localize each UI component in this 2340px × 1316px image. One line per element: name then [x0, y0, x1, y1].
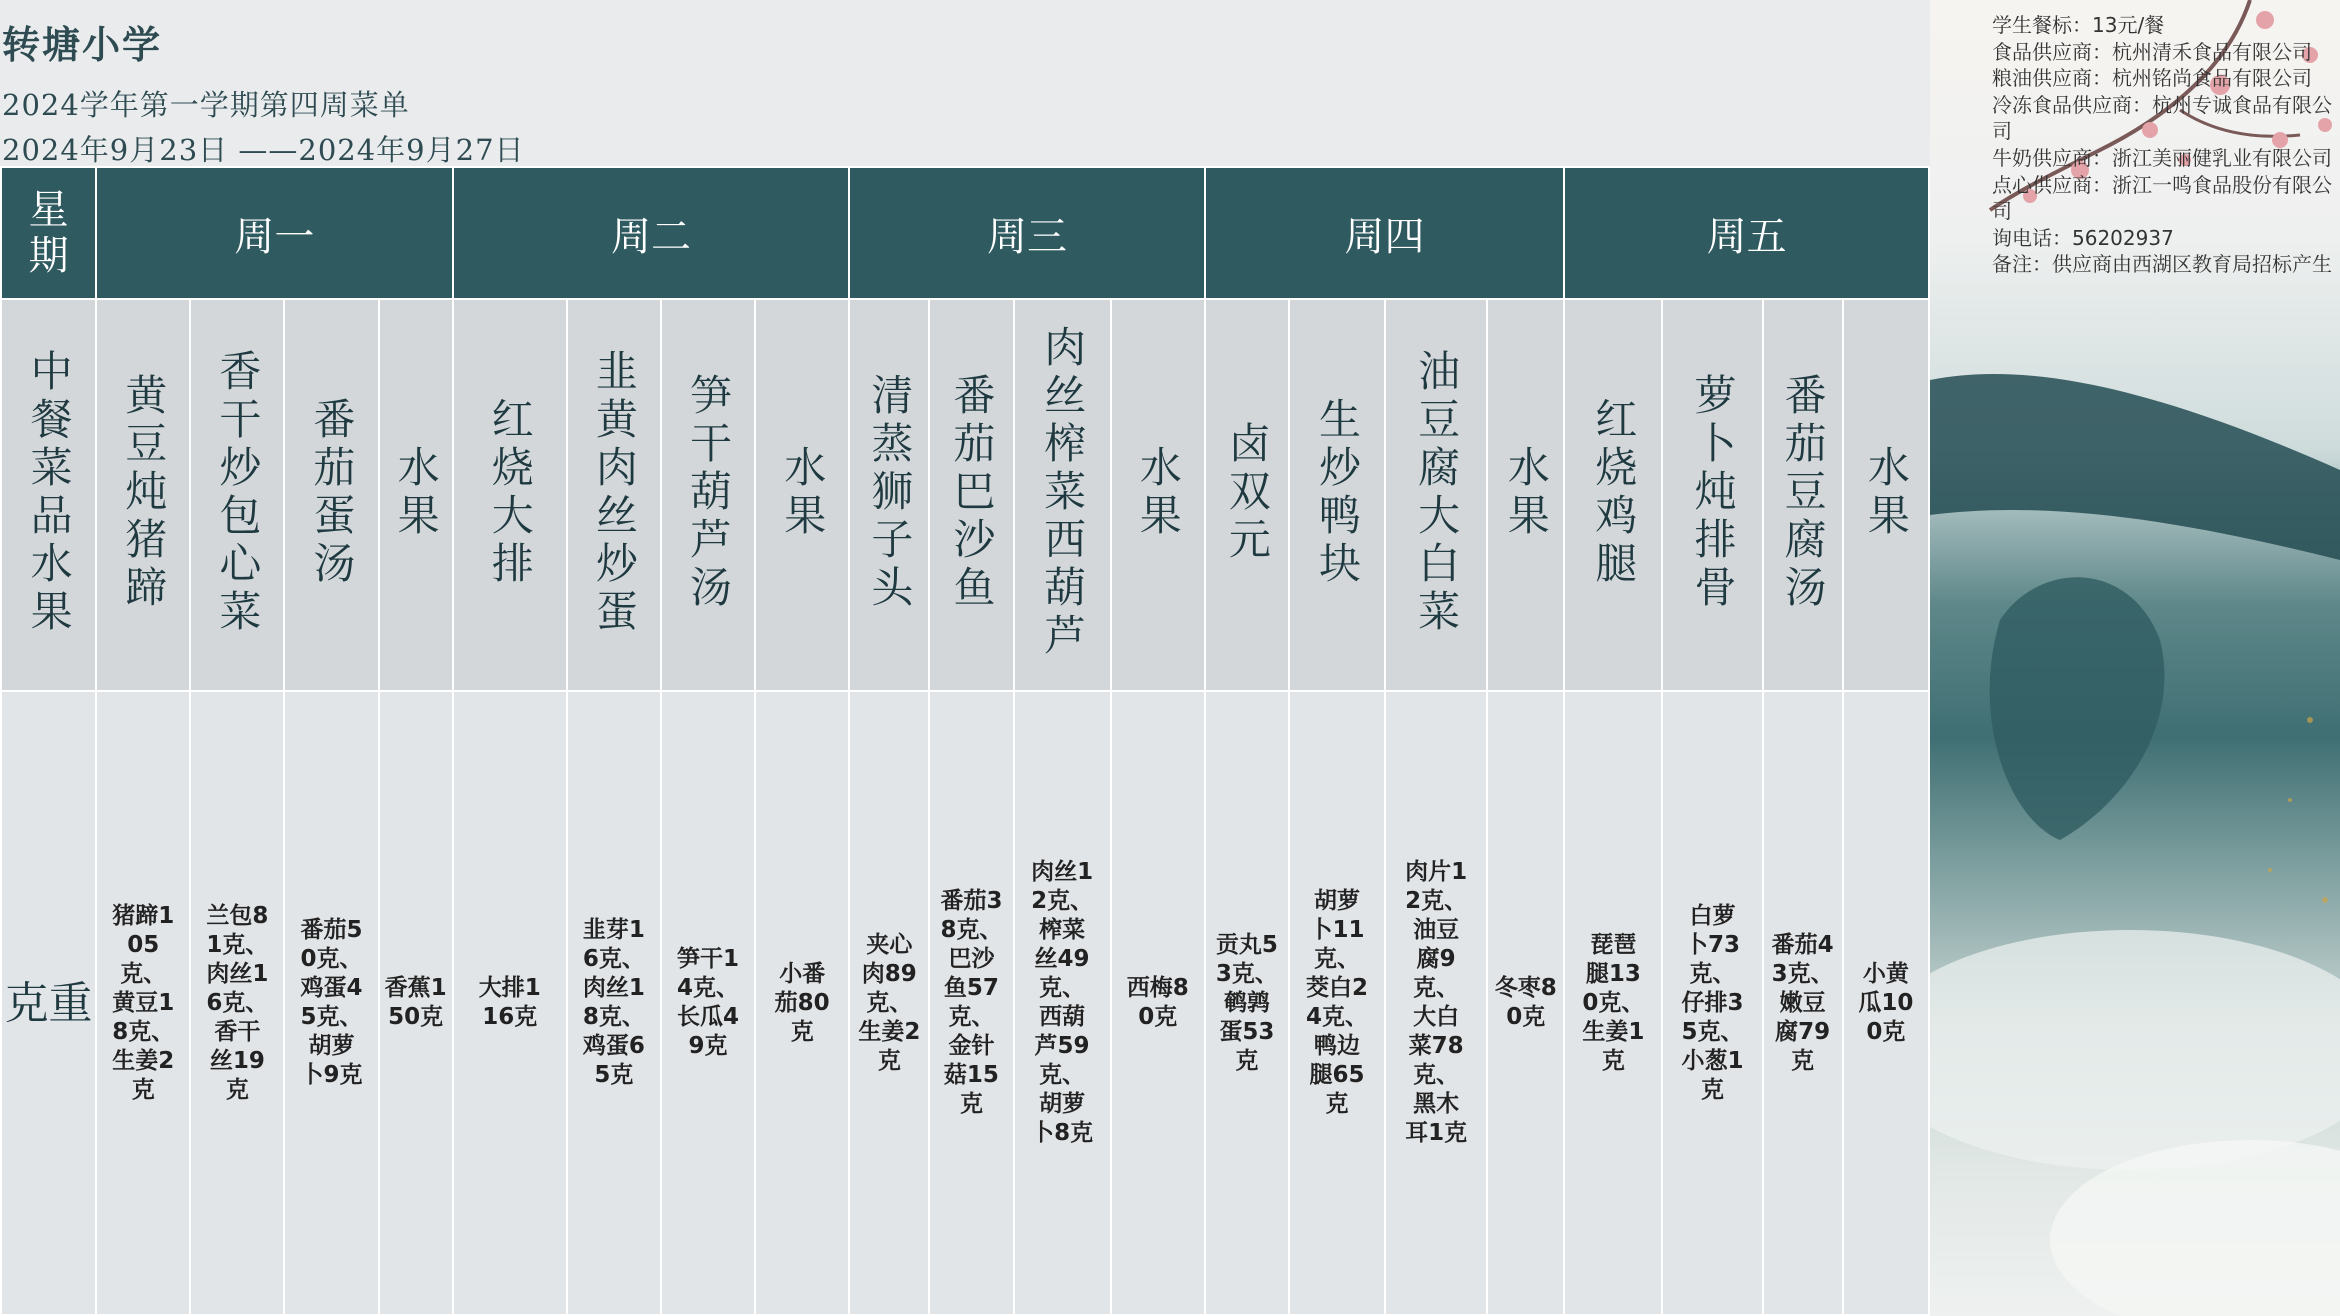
- header-row: [1, 167, 1929, 299]
- weight-cell: [1205, 691, 1289, 1315]
- weight-cell: [567, 691, 661, 1315]
- dish-cell: [96, 299, 190, 691]
- weight-cell: [284, 691, 378, 1315]
- weight-text: 胡萝卜11克、茭白24克、鸭边腿65克: [1305, 888, 1368, 1117]
- info-line: 备注：供应商由西湖区教育局招标产生: [1992, 252, 2332, 277]
- weight-text: 猪蹄105克、黄豆18克、生姜2克: [112, 902, 175, 1103]
- weight-text: 大排116克: [478, 975, 541, 1030]
- dish-name: 番茄豆腐汤: [1778, 373, 1828, 613]
- dish-cell: [1564, 299, 1662, 691]
- dish-name: 水果: [1861, 445, 1911, 541]
- school-name: 转塘小学: [2, 22, 163, 67]
- weight-cell: [1014, 691, 1111, 1315]
- weight-cell: [1843, 691, 1929, 1315]
- weight-text: 小黄瓜100克: [1858, 960, 1914, 1045]
- weight-cell: [1289, 691, 1385, 1315]
- week-label-cell: [1, 167, 96, 299]
- dish-name: 番茄蛋汤: [307, 397, 357, 589]
- dish-name: 萝卜炖排骨: [1688, 373, 1738, 613]
- weight-cell: [849, 691, 929, 1315]
- weight-text: 番茄43克、嫩豆腐79克: [1771, 931, 1834, 1074]
- dish-row: [1, 299, 1929, 691]
- info-line: 点心供应商：浙江一鸣食品股份有限公司: [1992, 172, 2332, 224]
- weight-cell: [1487, 691, 1564, 1315]
- weight-text: 西梅80克: [1126, 975, 1189, 1030]
- weight-text: 番茄38克、巴沙鱼57克、金针菇15克: [940, 888, 1003, 1117]
- weight-cell: [1763, 691, 1843, 1315]
- dish-name: 卤双元: [1222, 421, 1272, 565]
- dish-row-label-cell: [1, 299, 96, 691]
- info-line: 食品供应商：杭州清禾食品有限公司: [1992, 39, 2312, 64]
- dish-cell: [284, 299, 378, 691]
- dish-cell: [1205, 299, 1289, 691]
- weight-row-label: 克重: [4, 977, 93, 1029]
- dish-cell: [929, 299, 1013, 691]
- weight-row: [1, 691, 1929, 1315]
- weight-text: 夹心肉89克、生姜2克: [858, 931, 921, 1074]
- supplier-info: [1992, 12, 2332, 278]
- dish-cell: [1289, 299, 1385, 691]
- info-line: 冷冻食品供应商：杭州专诚食品有限公司: [1992, 92, 2332, 144]
- week-label: 星期: [28, 187, 69, 279]
- weight-cell: [755, 691, 849, 1315]
- weight-text: 贡丸53克、鹌鹑蛋53克: [1215, 931, 1278, 1074]
- weight-text: 番茄50克、鸡蛋45克、胡萝卜9克: [300, 917, 363, 1088]
- dish-cell: [190, 299, 284, 691]
- info-line: 询电话：56202937: [1992, 225, 2174, 250]
- weight-text: 琵琶腿130克、生姜1克: [1582, 931, 1645, 1074]
- dish-name: 水果: [1501, 445, 1551, 541]
- dish-name: 油豆腐大白菜: [1412, 349, 1462, 637]
- weight-text: 小番茄80克: [774, 960, 830, 1045]
- weight-text: 白萝卜73克、仔排35克、小葱1克: [1681, 902, 1744, 1103]
- dish-name: 生炒鸭块: [1312, 397, 1362, 589]
- dish-cell: [661, 299, 755, 691]
- weight-row-label-cell: [1, 691, 96, 1315]
- day-header-tue: 周二: [453, 167, 850, 299]
- dish-cell: [453, 299, 567, 691]
- dish-cell: [1014, 299, 1111, 691]
- dish-name: 香干炒包心菜: [213, 349, 263, 637]
- weight-cell: [1111, 691, 1205, 1315]
- dish-name: 水果: [778, 445, 828, 541]
- weekly-menu-table: [0, 166, 1930, 1316]
- dish-name: 韭黄肉丝炒蛋: [589, 349, 639, 637]
- dish-cell: [1843, 299, 1929, 691]
- title-block: [2, 14, 525, 169]
- weight-cell: [1385, 691, 1487, 1315]
- dish-cell: [849, 299, 929, 691]
- dish-name: 红烧大排: [485, 397, 535, 589]
- dish-cell: [1487, 299, 1564, 691]
- weight-text: 冬枣80克: [1494, 975, 1557, 1030]
- day-header-mon: 周一: [96, 167, 453, 299]
- dish-cell: [1385, 299, 1487, 691]
- dish-cell: [1662, 299, 1762, 691]
- weight-text: 兰包81克、肉丝16克、香干丝19克: [206, 902, 269, 1103]
- dish-name: 番茄巴沙鱼: [947, 373, 997, 613]
- weight-cell: [453, 691, 567, 1315]
- info-line: 牛奶供应商：浙江美丽健乳业有限公司: [1992, 145, 2332, 170]
- day-header-fri: 周五: [1564, 167, 1929, 299]
- menu-title: 2024学年第一学期第四周菜单: [2, 88, 410, 122]
- dish-name: 黄豆炖猪蹄: [119, 373, 169, 613]
- dish-name: 笋干葫芦汤: [684, 373, 734, 613]
- weight-cell: [1564, 691, 1662, 1315]
- day-header-wed: 周三: [849, 167, 1205, 299]
- weight-cell: [379, 691, 453, 1315]
- weight-text: 韭芽16克、肉丝18克、鸡蛋65克: [582, 917, 645, 1088]
- weight-text: 笋干14克、长瓜49克: [677, 946, 740, 1059]
- weight-cell: [1662, 691, 1762, 1315]
- weight-text: 肉片12克、油豆腐9克、大白菜78克、黑木耳1克: [1405, 859, 1468, 1146]
- dish-row-label: 中餐菜品水果: [24, 349, 74, 637]
- day-header-thu: 周四: [1205, 167, 1565, 299]
- dish-cell: [1111, 299, 1205, 691]
- date-range: 2024年9月23日 ——2024年9月27日: [2, 133, 525, 167]
- dish-name: 红烧鸡腿: [1589, 397, 1639, 589]
- dish-cell: [379, 299, 453, 691]
- weight-text: 肉丝12克、榨菜丝49克、西葫芦59克、胡萝卜8克: [1031, 859, 1094, 1146]
- dish-cell: [1763, 299, 1843, 691]
- dish-name: 肉丝榨菜西葫芦: [1038, 325, 1088, 661]
- weight-cell: [929, 691, 1013, 1315]
- dish-name: 水果: [1133, 445, 1183, 541]
- weight-cell: [96, 691, 190, 1315]
- dish-name: 清蒸狮子头: [865, 373, 915, 613]
- weight-cell: [661, 691, 755, 1315]
- dish-cell: [755, 299, 849, 691]
- dish-name: 水果: [391, 445, 441, 541]
- weight-cell: [190, 691, 284, 1315]
- weight-text: 香蕉150克: [384, 975, 447, 1030]
- info-line: 学生餐标：13元/餐: [1992, 13, 2165, 37]
- info-line: 粮油供应商：杭州铭尚食品有限公司: [1992, 66, 2312, 91]
- dish-cell: [567, 299, 661, 691]
